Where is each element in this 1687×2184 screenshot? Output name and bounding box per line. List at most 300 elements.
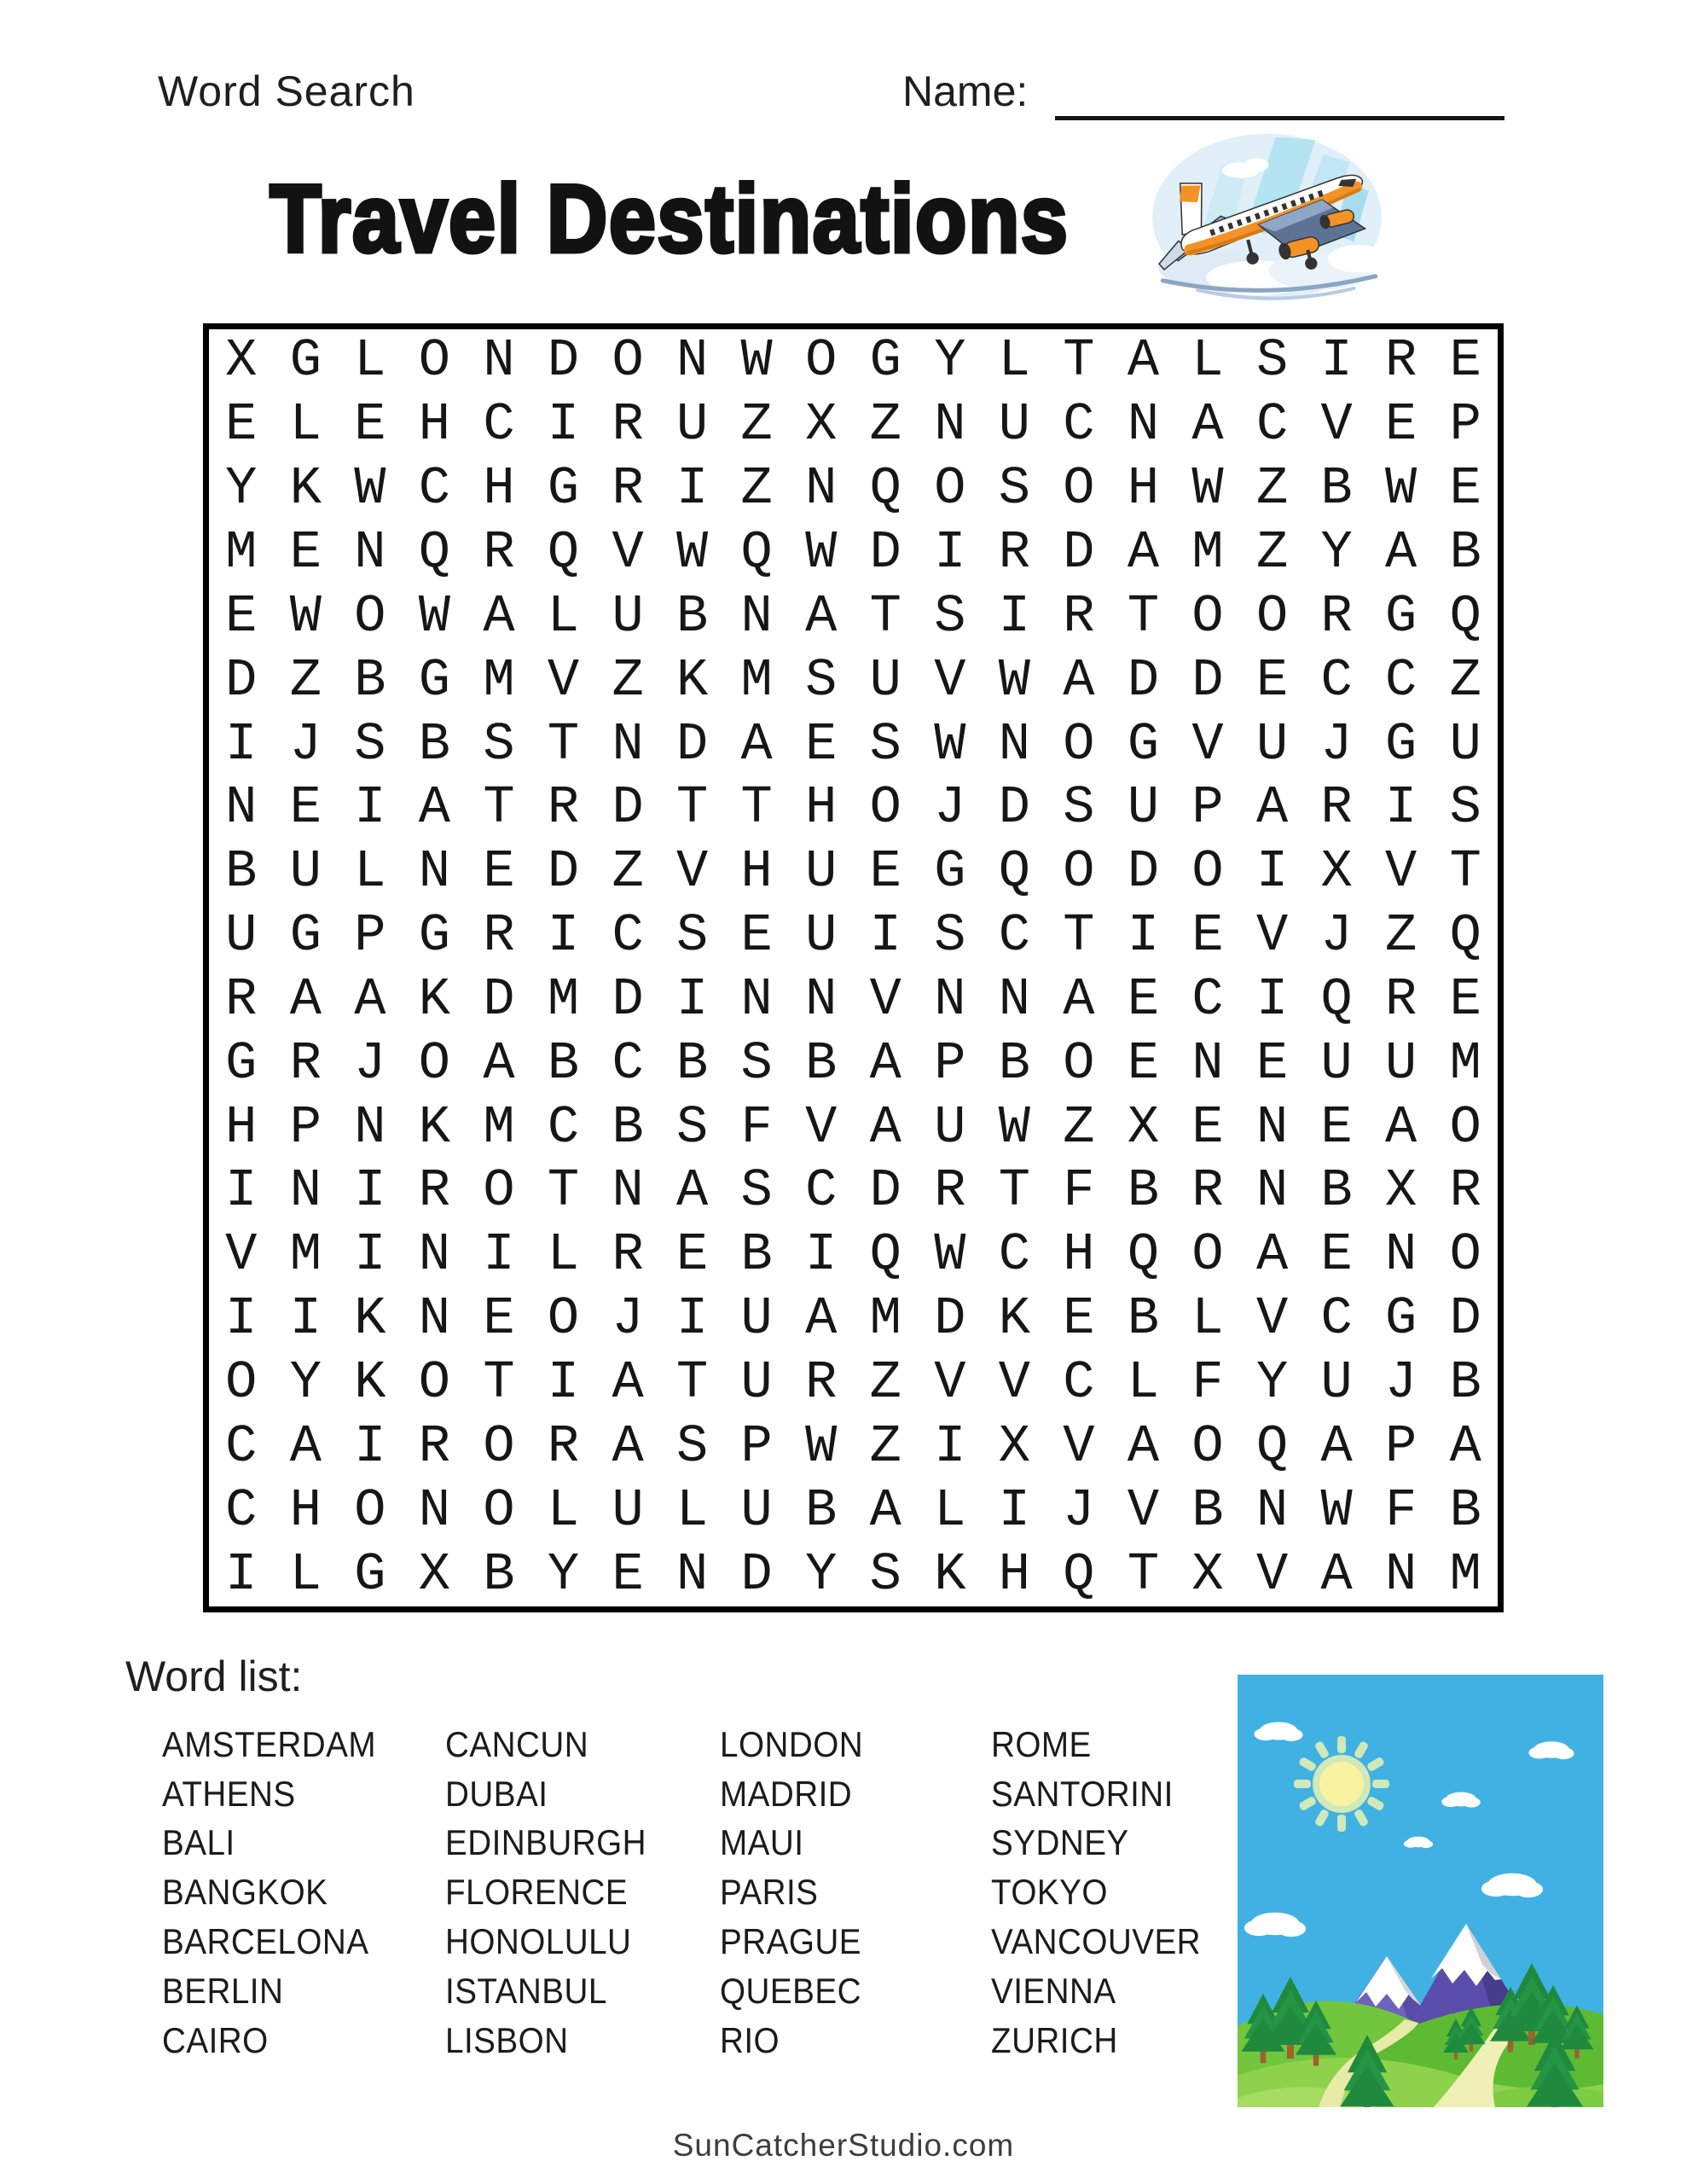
grid-letter: P bbox=[1385, 1415, 1417, 1477]
grid-letter: I bbox=[354, 1224, 386, 1286]
grid-letter: V bbox=[1191, 713, 1224, 775]
grid-letter: Y bbox=[547, 1543, 580, 1605]
grid-letter: M bbox=[225, 521, 258, 583]
grid-letter: E bbox=[1449, 458, 1481, 520]
grid-letter: O bbox=[418, 330, 451, 392]
grid-letter: N bbox=[1385, 1543, 1417, 1605]
grid-letter: B bbox=[1449, 1479, 1481, 1541]
grid-letter: B bbox=[483, 1543, 515, 1605]
grid-letter: B bbox=[1449, 1352, 1481, 1414]
grid-letter: N bbox=[289, 1160, 322, 1222]
grid-letter: W bbox=[676, 521, 709, 583]
grid-letter: N bbox=[612, 713, 644, 775]
grid-letter: I bbox=[676, 968, 709, 1030]
grid-letter: E bbox=[1191, 1096, 1224, 1158]
grid-letter: Z bbox=[1063, 1096, 1095, 1158]
grid-letter: V bbox=[869, 968, 901, 1030]
grid-letter: E bbox=[1127, 1032, 1160, 1094]
grid-letter: I bbox=[1320, 330, 1353, 392]
grid-letter: I bbox=[676, 1288, 709, 1350]
grid-letter: S bbox=[740, 1160, 773, 1222]
grid-letter: S bbox=[869, 713, 901, 775]
grid-letter: Z bbox=[740, 394, 773, 456]
grid-letter: R bbox=[612, 1224, 644, 1286]
grid-letter: K bbox=[998, 1288, 1030, 1350]
grid-letter: R bbox=[1320, 585, 1353, 647]
grid-letter: B bbox=[676, 585, 709, 647]
grid-letter: Q bbox=[1320, 968, 1353, 1030]
grid-letter: O bbox=[1255, 585, 1289, 647]
grid-letter: T bbox=[547, 713, 580, 775]
grid-letter: A bbox=[289, 1415, 322, 1477]
word-list-column bbox=[720, 1720, 991, 2065]
grid-letter: O bbox=[354, 585, 386, 647]
grid-letter: N bbox=[676, 330, 709, 392]
grid-letter: O bbox=[805, 330, 838, 392]
grid-letter: Q bbox=[740, 521, 773, 583]
grid-letter: G bbox=[354, 1543, 386, 1605]
grid-letter: V bbox=[1255, 905, 1289, 967]
grid-letter: Q bbox=[1127, 1224, 1160, 1286]
grid-letter: E bbox=[289, 521, 322, 583]
grid-letter: M bbox=[483, 1096, 515, 1158]
grid-letter: C bbox=[1063, 1352, 1095, 1414]
word-item: RIO bbox=[720, 2019, 780, 2060]
grid-letter: I bbox=[1255, 968, 1289, 1030]
grid-letter: E bbox=[1063, 1288, 1095, 1350]
word-item: LONDON bbox=[720, 1723, 864, 1764]
grid-letter: U bbox=[225, 905, 258, 967]
name-blank-line bbox=[1055, 75, 1504, 120]
grid-letter: Z bbox=[869, 394, 901, 456]
grid-letter: Y bbox=[805, 1543, 838, 1605]
grid-letter: N bbox=[1255, 1479, 1289, 1541]
grid-letter: O bbox=[934, 458, 966, 520]
grid-letter: H bbox=[1063, 1224, 1095, 1286]
grid-letter: C bbox=[1320, 649, 1353, 711]
grid-letter: Q bbox=[1449, 905, 1481, 967]
grid-letter: Z bbox=[869, 1352, 901, 1414]
grid-letter: N bbox=[934, 968, 966, 1030]
grid-letter: I bbox=[547, 905, 580, 967]
grid-letter: A bbox=[869, 1096, 901, 1158]
grid-letter: W bbox=[934, 1224, 966, 1286]
grid-letter: L bbox=[547, 1479, 580, 1541]
grid-letter: R bbox=[1320, 777, 1353, 839]
grid-letter: O bbox=[1191, 1224, 1224, 1286]
word-item: SANTORINI bbox=[991, 1773, 1174, 1814]
grid-letter: J bbox=[289, 713, 322, 775]
grid-letter: D bbox=[547, 841, 580, 903]
grid-letter: U bbox=[740, 1479, 773, 1541]
word-item: CANCUN bbox=[445, 1723, 589, 1764]
grid-letter: R bbox=[418, 1415, 451, 1477]
grid-letter: Z bbox=[1449, 649, 1481, 711]
grid-letter: Z bbox=[869, 1415, 901, 1477]
grid-letter: D bbox=[612, 777, 644, 839]
word-item: PARIS bbox=[720, 1872, 819, 1913]
word-list-label: Word list: bbox=[125, 1653, 303, 1700]
grid-letter: R bbox=[805, 1352, 838, 1414]
grid-letter: L bbox=[289, 1543, 322, 1605]
grid-letter: B bbox=[1191, 1479, 1224, 1541]
grid-letter: M bbox=[740, 649, 773, 711]
grid-letter: V bbox=[934, 649, 966, 711]
grid-letter: J bbox=[934, 777, 966, 839]
grid-letter: U bbox=[612, 1479, 644, 1541]
grid-letter: A bbox=[1191, 394, 1224, 456]
grid-letter: W bbox=[998, 649, 1030, 711]
word-item: EDINBURGH bbox=[445, 1822, 647, 1863]
grid-letter: D bbox=[869, 1160, 901, 1222]
word-item: VIENNA bbox=[991, 1970, 1116, 2011]
grid-letter: Z bbox=[1255, 458, 1289, 520]
grid-letter: U bbox=[612, 585, 644, 647]
grid-letter: C bbox=[1385, 649, 1417, 711]
grid-letter: D bbox=[225, 649, 258, 711]
grid-letter: R bbox=[1063, 585, 1095, 647]
grid-letter: V bbox=[1385, 841, 1417, 903]
grid-letter: L bbox=[289, 394, 322, 456]
word-item: AMSTERDAM bbox=[162, 1723, 377, 1764]
grid-letter: N bbox=[418, 1224, 451, 1286]
grid-letter: N bbox=[1191, 1032, 1224, 1094]
grid-letter: U bbox=[1449, 713, 1481, 775]
grid-letter: O bbox=[354, 1479, 386, 1541]
grid-letter: S bbox=[1255, 330, 1289, 392]
grid-letter: M bbox=[1449, 1032, 1481, 1094]
grid-letter: H bbox=[289, 1479, 322, 1541]
grid-letter: K bbox=[676, 649, 709, 711]
grid-letter: B bbox=[1127, 1160, 1160, 1222]
grid-letter: V bbox=[998, 1352, 1030, 1414]
grid-letter: B bbox=[676, 1032, 709, 1094]
page-title: Travel Destinations bbox=[270, 166, 1070, 272]
grid-letter: S bbox=[740, 1032, 773, 1094]
grid-letter: R bbox=[418, 1160, 451, 1222]
grid-letter: U bbox=[1320, 1352, 1353, 1414]
grid-letter: X bbox=[805, 394, 838, 456]
grid-letter: J bbox=[1063, 1479, 1095, 1541]
grid-letter: N bbox=[998, 713, 1030, 775]
grid-letter: N bbox=[354, 1096, 386, 1158]
grid-letter: T bbox=[1063, 330, 1095, 392]
grid-letter: B bbox=[1320, 1160, 1353, 1222]
word-item: MADRID bbox=[720, 1773, 853, 1814]
grid-letter: V bbox=[1063, 1415, 1095, 1477]
grid-letter: O bbox=[1449, 1096, 1481, 1158]
grid-letter: D bbox=[1127, 841, 1160, 903]
grid-letter: R bbox=[612, 394, 644, 456]
grid-letter: R bbox=[1191, 1160, 1224, 1222]
grid-letter: C bbox=[225, 1415, 258, 1477]
grid-letter: A bbox=[805, 1288, 838, 1350]
grid-letter: N bbox=[1385, 1224, 1417, 1286]
grid-letter: R bbox=[1449, 1160, 1481, 1222]
grid-letter: N bbox=[1255, 1160, 1289, 1222]
grid-letter: A bbox=[740, 713, 773, 775]
grid-letter: Z bbox=[612, 649, 644, 711]
grid-letter: C bbox=[483, 394, 515, 456]
grid-letter: R bbox=[225, 968, 258, 1030]
grid-letter: N bbox=[934, 394, 966, 456]
grid-letter: G bbox=[225, 1032, 258, 1094]
grid-letter: T bbox=[869, 585, 901, 647]
grid-letter: L bbox=[934, 1479, 966, 1541]
grid-letter: G bbox=[869, 330, 901, 392]
word-item: ISTANBUL bbox=[445, 1970, 607, 2011]
grid-letter: I bbox=[289, 1288, 322, 1350]
grid-letter: R bbox=[934, 1160, 966, 1222]
grid-letter: A bbox=[1127, 521, 1160, 583]
grid-letter: E bbox=[1320, 1096, 1353, 1158]
word-item: ZURICH bbox=[991, 2019, 1118, 2060]
grid-letter: U bbox=[869, 649, 901, 711]
grid-letter: X bbox=[1191, 1543, 1224, 1605]
grid-letter: K bbox=[354, 1288, 386, 1350]
grid-letter: E bbox=[1320, 1224, 1353, 1286]
grid-letter: N bbox=[740, 968, 773, 1030]
grid-letter: C bbox=[225, 1479, 258, 1541]
word-item: PRAGUE bbox=[720, 1921, 861, 1962]
grid-letter: D bbox=[869, 521, 901, 583]
grid-letter: Q bbox=[998, 841, 1030, 903]
grid-letter: T bbox=[676, 1352, 709, 1414]
grid-letter: A bbox=[1320, 1415, 1353, 1477]
grid-letter: O bbox=[225, 1352, 258, 1414]
grid-letter: C bbox=[998, 905, 1030, 967]
grid-letter: I bbox=[354, 777, 386, 839]
grid-letter: F bbox=[1191, 1352, 1224, 1414]
grid-letter: W bbox=[354, 458, 386, 520]
grid-letter: J bbox=[1320, 905, 1353, 967]
grid-letter: A bbox=[483, 585, 515, 647]
grid-letter: Y bbox=[1255, 1352, 1289, 1414]
word-list-column bbox=[162, 1720, 445, 2065]
grid-letter: H bbox=[805, 777, 838, 839]
grid-letter: E bbox=[289, 777, 322, 839]
grid-letter: T bbox=[998, 1160, 1030, 1222]
grid-letter: D bbox=[483, 968, 515, 1030]
word-item: CAIRO bbox=[162, 2019, 269, 2060]
word-item: ATHENS bbox=[162, 1773, 296, 1814]
grid-letter: E bbox=[354, 394, 386, 456]
grid-letter: U bbox=[1127, 777, 1160, 839]
grid-letter: Z bbox=[612, 841, 644, 903]
grid-letter: B bbox=[612, 1096, 644, 1158]
grid-letter: J bbox=[354, 1032, 386, 1094]
grid-letter: S bbox=[676, 1415, 709, 1477]
name-label: Name: bbox=[902, 67, 1029, 115]
grid-letter: W bbox=[1191, 458, 1224, 520]
grid-letter: E bbox=[1449, 330, 1481, 392]
grid-letter: E bbox=[483, 841, 515, 903]
grid-letter: W bbox=[289, 585, 322, 647]
grid-letter: B bbox=[1449, 521, 1481, 583]
grid-letter: U bbox=[676, 394, 709, 456]
grid-letter: P bbox=[354, 905, 386, 967]
grid-letter: F bbox=[1063, 1160, 1095, 1222]
grid-letter: I bbox=[676, 458, 709, 520]
grid-letter: O bbox=[483, 1415, 515, 1477]
word-item: BERLIN bbox=[162, 1970, 284, 2011]
grid-letter: P bbox=[1191, 777, 1224, 839]
grid-letter: C bbox=[612, 905, 644, 967]
grid-letter: J bbox=[1320, 713, 1353, 775]
grid-letter: Q bbox=[1063, 1543, 1095, 1605]
grid-letter: Z bbox=[289, 649, 322, 711]
grid-letter: G bbox=[289, 905, 322, 967]
grid-letter: G bbox=[1385, 713, 1417, 775]
grid-letter: C bbox=[1320, 1288, 1353, 1350]
grid-letter: V bbox=[676, 841, 709, 903]
grid-letter: A bbox=[1385, 1096, 1417, 1158]
grid-letter: W bbox=[1320, 1479, 1353, 1541]
grid-letter: L bbox=[354, 330, 386, 392]
grid-letter: R bbox=[998, 521, 1030, 583]
grid-letter: B bbox=[225, 841, 258, 903]
grid-letter: O bbox=[418, 1352, 451, 1414]
grid-letter: O bbox=[1191, 1415, 1224, 1477]
grid-letter: W bbox=[998, 1096, 1030, 1158]
grid-letter: P bbox=[289, 1096, 322, 1158]
grid-letter: T bbox=[1449, 841, 1481, 903]
grid-letter: V bbox=[612, 521, 644, 583]
grid-letter: N bbox=[805, 968, 838, 1030]
grid-letter: L bbox=[547, 585, 580, 647]
grid-letter: O bbox=[1449, 1224, 1481, 1286]
grid-letter: D bbox=[1449, 1288, 1481, 1350]
grid-letter: G bbox=[418, 649, 451, 711]
grid-letter: Y bbox=[225, 458, 258, 520]
grid-letter: S bbox=[483, 713, 515, 775]
grid-letter: I bbox=[483, 1224, 515, 1286]
grid-letter: K bbox=[289, 458, 322, 520]
grid-letter: Y bbox=[289, 1352, 322, 1414]
grid-letter: A bbox=[1127, 1415, 1160, 1477]
grid-letter: T bbox=[547, 1160, 580, 1222]
grid-letter: U bbox=[1385, 1032, 1417, 1094]
grid-letter: Q bbox=[869, 458, 901, 520]
grid-letter: S bbox=[998, 458, 1030, 520]
word-list bbox=[162, 1720, 1213, 2065]
grid-letter: D bbox=[1063, 521, 1095, 583]
word-item: HONOLULU bbox=[445, 1921, 632, 1962]
grid-letter: K bbox=[418, 1096, 451, 1158]
grid-letter: S bbox=[805, 649, 838, 711]
grid-letter: L bbox=[354, 841, 386, 903]
grid-letter: N bbox=[1255, 1096, 1289, 1158]
word-search-grid bbox=[209, 329, 1498, 1606]
grid-letter: M bbox=[1191, 521, 1224, 583]
grid-letter: V bbox=[934, 1352, 966, 1414]
word-list-column bbox=[991, 1720, 1213, 2065]
grid-letter: E bbox=[1191, 905, 1224, 967]
grid-letter: B bbox=[740, 1224, 773, 1286]
word-item: BALI bbox=[162, 1822, 235, 1863]
grid-letter: C bbox=[612, 1032, 644, 1094]
grid-letter: A bbox=[1063, 968, 1095, 1030]
grid-letter: H bbox=[225, 1096, 258, 1158]
grid-letter: A bbox=[1255, 777, 1289, 839]
grid-letter: I bbox=[998, 585, 1030, 647]
grid-letter: T bbox=[1127, 1543, 1160, 1605]
grid-letter: R bbox=[547, 1415, 580, 1477]
grid-letter: U bbox=[805, 905, 838, 967]
grid-letter: A bbox=[483, 1032, 515, 1094]
grid-letter: H bbox=[998, 1543, 1030, 1605]
grid-letter: A bbox=[676, 1160, 709, 1222]
grid-letter: E bbox=[1127, 968, 1160, 1030]
grid-letter: W bbox=[805, 521, 838, 583]
grid-letter: V bbox=[1320, 394, 1353, 456]
grid-letter: G bbox=[547, 458, 580, 520]
word-list-column bbox=[445, 1720, 720, 2065]
grid-letter: T bbox=[1127, 585, 1160, 647]
grid-letter: T bbox=[740, 777, 773, 839]
grid-letter: U bbox=[934, 1096, 966, 1158]
grid-letter: V bbox=[1255, 1288, 1289, 1350]
grid-letter: P bbox=[740, 1415, 773, 1477]
grid-letter: Z bbox=[1255, 521, 1289, 583]
grid-letter: D bbox=[547, 330, 580, 392]
grid-letter: A bbox=[869, 1032, 901, 1094]
grid-letter: X bbox=[225, 330, 258, 392]
landscape-illustration bbox=[1238, 1675, 1603, 2107]
grid-letter: M bbox=[1449, 1543, 1481, 1605]
grid-letter: R bbox=[547, 777, 580, 839]
grid-letter: T bbox=[676, 777, 709, 839]
grid-letter: A bbox=[805, 585, 838, 647]
grid-letter: Q bbox=[547, 521, 580, 583]
grid-letter: O bbox=[1191, 585, 1224, 647]
grid-letter: O bbox=[1063, 458, 1095, 520]
grid-letter: I bbox=[805, 1224, 838, 1286]
grid-letter: C bbox=[805, 1160, 838, 1222]
grid-letter: E bbox=[869, 841, 901, 903]
website-credit: SunCatcherStudio.com bbox=[672, 2128, 1015, 2163]
grid-letter: I bbox=[354, 1160, 386, 1222]
grid-letter: E bbox=[1449, 968, 1481, 1030]
grid-letter: I bbox=[225, 1288, 258, 1350]
grid-letter: I bbox=[1255, 841, 1289, 903]
grid-letter: U bbox=[1255, 713, 1289, 775]
grid-letter: N bbox=[418, 1479, 451, 1541]
grid-letter: E bbox=[225, 585, 258, 647]
grid-letter: I bbox=[547, 394, 580, 456]
grid-letter: F bbox=[1385, 1479, 1417, 1541]
grid-letter: I bbox=[1127, 905, 1160, 967]
grid-letter: O bbox=[869, 777, 901, 839]
grid-letter: C bbox=[1063, 394, 1095, 456]
grid-letter: U bbox=[740, 1288, 773, 1350]
grid-letter: L bbox=[1191, 1288, 1224, 1350]
grid-letter: R bbox=[483, 521, 515, 583]
grid-letter: U bbox=[998, 394, 1030, 456]
grid-letter: A bbox=[354, 968, 386, 1030]
grid-letter: Q bbox=[1255, 1415, 1289, 1477]
grid-letter: U bbox=[740, 1352, 773, 1414]
grid-letter: A bbox=[1449, 1415, 1481, 1477]
grid-letter: X bbox=[1320, 841, 1353, 903]
grid-letter: D bbox=[612, 968, 644, 1030]
grid-letter: E bbox=[1255, 1032, 1289, 1094]
grid-letter: O bbox=[1063, 1032, 1095, 1094]
grid-letter: M bbox=[289, 1224, 322, 1286]
grid-letter: T bbox=[483, 1352, 515, 1414]
grid-letter: J bbox=[612, 1288, 644, 1350]
grid-letter: C bbox=[998, 1224, 1030, 1286]
